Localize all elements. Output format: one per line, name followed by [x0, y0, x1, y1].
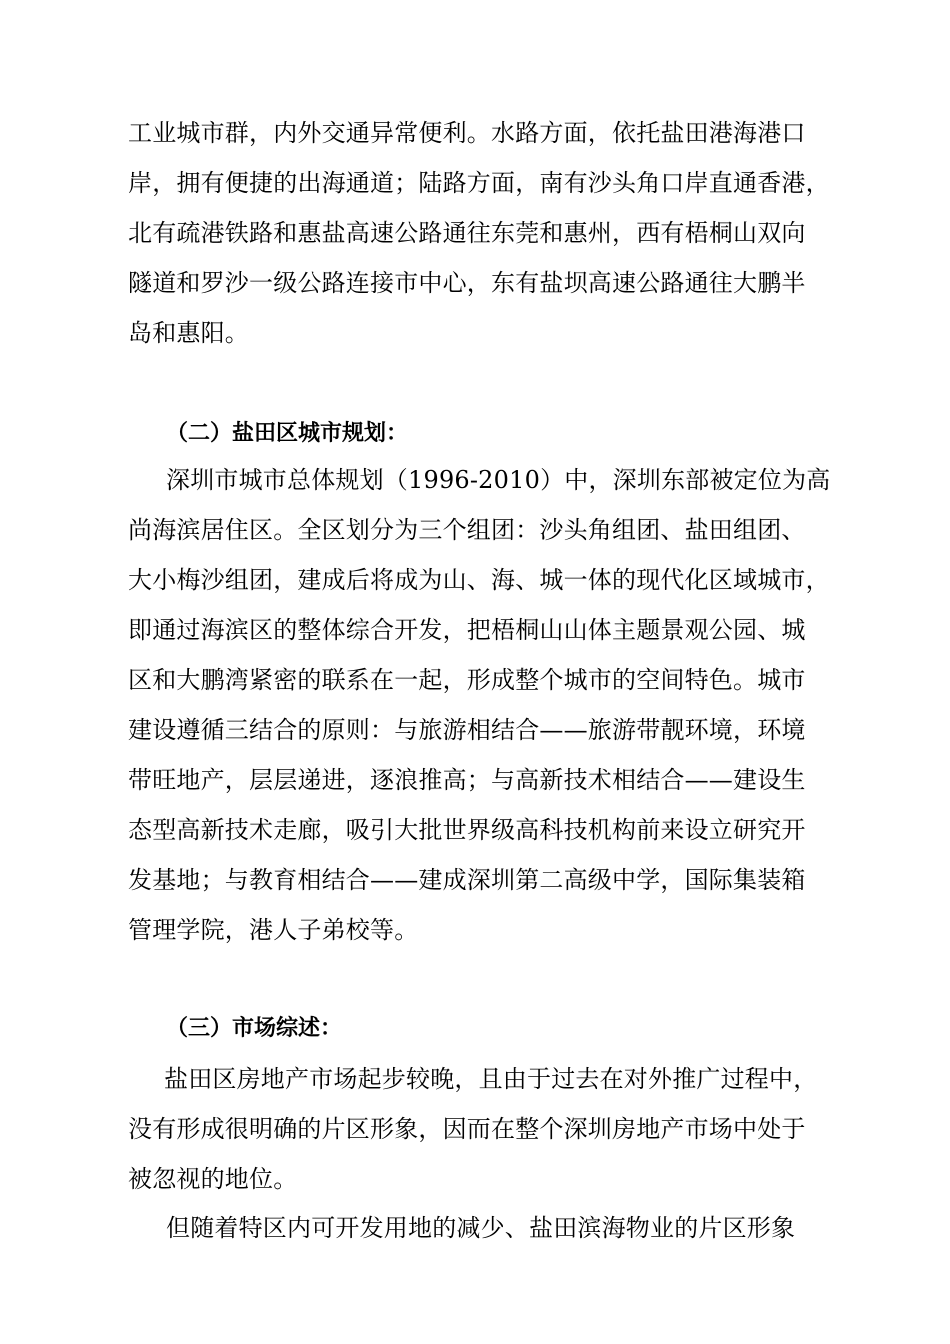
- text-line: 带旺地产，层层递进，逐浪推高；与高新技术相结合——建设生: [128, 766, 806, 794]
- text-line: 没有形成很明确的片区形象，因而在整个深圳房地产市场中处于: [128, 1115, 806, 1143]
- text-line: 但随着特区内可开发用地的减少、盐田滨海物业的片区形象: [166, 1214, 796, 1242]
- text-line: 发基地；与教育相结合——建成深圳第二高级中学，国际集装箱: [128, 866, 806, 894]
- text-line: 态型高新技术走廊，吸引大批世界级高科技机构前来设立研究开: [128, 816, 806, 844]
- text-line: 盐田区房地产市场起步较晚，且由于过去在对外推广过程中，: [164, 1065, 818, 1093]
- text-line: 管理学院，港人子弟校等。: [128, 916, 419, 944]
- text-line: 大小梅沙组团，建成后将成为山、海、城一体的现代化区域城市，: [128, 566, 830, 594]
- section-heading-urban-planning: （二）盐田区城市规划：: [166, 420, 409, 446]
- text-line: 区和大鹏湾紧密的联系在一起，形成整个城市的空间特色。城市: [128, 666, 806, 694]
- text-line: 深圳市城市总体规划（1996-2010）中，深圳东部被定位为高: [166, 466, 831, 494]
- text-line: 即通过海滨区的整体综合开发，把梧桐山山体主题景观公园、城: [128, 616, 806, 644]
- text-line: 被忽视的地位。: [128, 1165, 298, 1193]
- text-line: 隧道和罗沙一级公路连接市中心，东有盐坝高速公路通往大鹏半: [128, 269, 806, 297]
- text-line: 北有疏港铁路和惠盐高速公路通往东莞和惠州，西有梧桐山双向: [128, 219, 806, 247]
- text-line: 岛和惠阳。: [128, 319, 249, 347]
- text-line: 岸，拥有便捷的出海通道；陆路方面，南有沙头角口岸直通香港，: [128, 169, 830, 197]
- text-line: 工业城市群，内外交通异常便利。水路方面，依托盐田港海港口: [128, 119, 806, 147]
- text-line: 建设遵循三结合的原则：与旅游相结合——旅游带靓环境，环境: [128, 716, 806, 744]
- section-heading-market-overview: （三）市场综述：: [166, 1015, 343, 1041]
- text-line: 尚海滨居住区。全区划分为三个组团：沙头角组团、盐田组团、: [128, 516, 806, 544]
